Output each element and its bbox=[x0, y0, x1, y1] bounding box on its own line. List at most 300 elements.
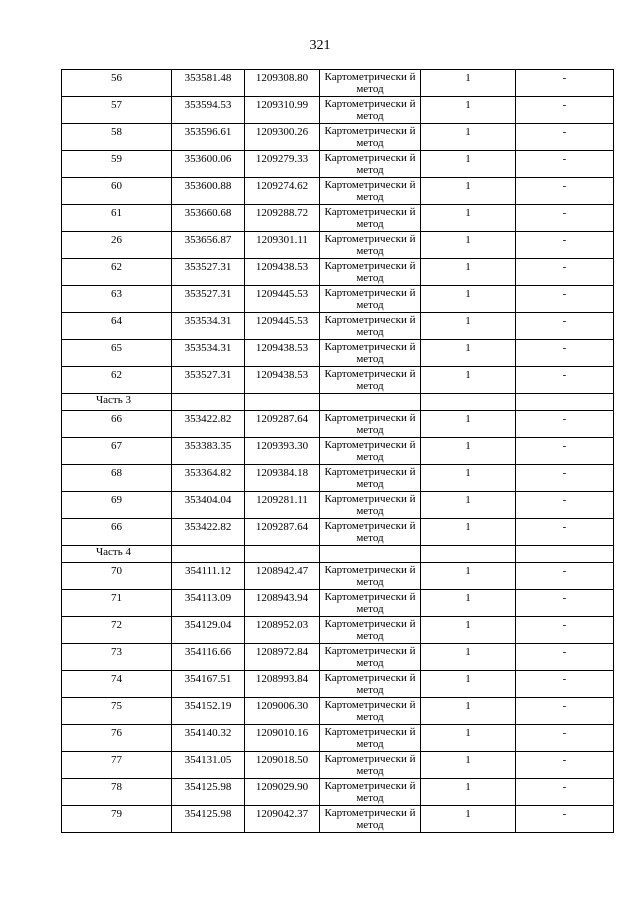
y-coordinate-cell-text: 1209006.30 bbox=[255, 700, 309, 712]
method-cell-text: Картометрически й метод bbox=[324, 368, 416, 392]
point-number-cell-text: 60 bbox=[111, 180, 122, 192]
accuracy-cell bbox=[421, 70, 516, 97]
y-coordinate-cell-text: 1209384.18 bbox=[255, 467, 309, 479]
x-coordinate-cell-text: 353534.31 bbox=[184, 315, 232, 327]
y-coordinate-cell bbox=[245, 752, 320, 779]
x-coordinate-cell-text: 354125.98 bbox=[184, 781, 232, 793]
method-cell-text: Картометрически й метод bbox=[324, 125, 416, 149]
x-coordinate-cell-text: 353594.53 bbox=[184, 99, 232, 111]
accuracy-cell-text: 1 bbox=[465, 592, 471, 604]
accuracy-cell bbox=[421, 438, 516, 465]
x-coordinate-cell bbox=[172, 313, 245, 340]
description-cell bbox=[516, 340, 614, 367]
accuracy-cell-text: 1 bbox=[465, 440, 471, 452]
table-row bbox=[62, 806, 614, 833]
method-cell bbox=[320, 617, 421, 644]
point-number-cell bbox=[62, 779, 172, 806]
description-cell-text: - bbox=[562, 808, 567, 820]
accuracy-cell-text: 1 bbox=[465, 342, 471, 354]
x-coordinate-cell bbox=[172, 752, 245, 779]
description-cell bbox=[516, 124, 614, 151]
y-coordinate-cell-text: 1209274.62 bbox=[255, 180, 309, 192]
x-coordinate-cell bbox=[172, 698, 245, 725]
method-cell bbox=[320, 340, 421, 367]
y-coordinate-cell bbox=[245, 205, 320, 232]
table-row bbox=[62, 725, 614, 752]
x-coordinate-cell-text: 353527.31 bbox=[184, 369, 232, 381]
x-coordinate-cell bbox=[172, 205, 245, 232]
description-cell-text: - bbox=[562, 754, 567, 766]
method-cell bbox=[320, 259, 421, 286]
y-coordinate-cell bbox=[245, 806, 320, 833]
description-cell-text: - bbox=[562, 592, 567, 604]
y-coordinate-cell-text: 1209301.11 bbox=[256, 234, 308, 246]
method-cell-text: Картометрически й метод bbox=[324, 699, 416, 723]
description-cell-text: - bbox=[562, 207, 567, 219]
y-coordinate-cell-text: 1209029.90 bbox=[255, 781, 309, 793]
description-cell-text: - bbox=[562, 565, 567, 577]
y-coordinate-cell-text: 1209287.64 bbox=[255, 413, 309, 425]
y-coordinate-cell-text: 1209010.16 bbox=[255, 727, 309, 739]
page-number: 321 bbox=[309, 38, 331, 53]
x-coordinate-cell bbox=[172, 779, 245, 806]
y-coordinate-cell bbox=[245, 438, 320, 465]
method-cell bbox=[320, 698, 421, 725]
table-row bbox=[62, 286, 614, 313]
y-coordinate-cell-text: 1208942.47 bbox=[255, 565, 309, 577]
x-coordinate-cell bbox=[172, 70, 245, 97]
point-number-cell bbox=[62, 563, 172, 590]
x-coordinate-cell-text: 353660.68 bbox=[184, 207, 232, 219]
x-coordinate-cell-text: 353656.87 bbox=[184, 234, 232, 246]
method-cell-text: Картометрически й метод bbox=[324, 564, 416, 588]
table-row bbox=[62, 465, 614, 492]
method-cell bbox=[320, 563, 421, 590]
method-cell-text: Картометрически й метод bbox=[324, 152, 416, 176]
method-cell-text: Картометрически й метод bbox=[324, 726, 416, 750]
accuracy-cell-text: 1 bbox=[465, 126, 471, 138]
accuracy-cell bbox=[421, 465, 516, 492]
y-coordinate-cell-text: 1209279.33 bbox=[255, 153, 309, 165]
x-coordinate-cell-text: 354113.09 bbox=[184, 592, 232, 604]
x-coordinate-cell bbox=[172, 232, 245, 259]
x-coordinate-cell bbox=[172, 97, 245, 124]
accuracy-cell bbox=[421, 590, 516, 617]
method-cell bbox=[320, 438, 421, 465]
method-cell bbox=[320, 411, 421, 438]
table-row bbox=[62, 438, 614, 465]
method-cell-text: Картометрически й метод bbox=[324, 753, 416, 777]
coordinates-table-body bbox=[62, 70, 614, 833]
description-cell bbox=[516, 698, 614, 725]
table-row bbox=[62, 519, 614, 546]
table-row bbox=[62, 178, 614, 205]
method-cell bbox=[320, 232, 421, 259]
y-coordinate-cell-text: 1209445.53 bbox=[255, 288, 309, 300]
method-cell bbox=[320, 806, 421, 833]
method-cell bbox=[320, 779, 421, 806]
point-number-cell-text: 66 bbox=[111, 413, 122, 425]
point-number-cell-text: 79 bbox=[111, 808, 122, 820]
y-coordinate-cell bbox=[245, 340, 320, 367]
x-coordinate-cell-text: 354116.66 bbox=[184, 646, 232, 658]
point-number-cell bbox=[62, 698, 172, 725]
point-number-cell-text: 70 bbox=[111, 565, 122, 577]
x-coordinate-cell bbox=[172, 465, 245, 492]
x-coordinate-cell bbox=[172, 367, 245, 394]
point-number-cell-text: 68 bbox=[111, 467, 122, 479]
method-cell bbox=[320, 465, 421, 492]
x-coordinate-cell-text: 354111.12 bbox=[185, 565, 231, 577]
point-number-cell-text: 56 bbox=[111, 72, 122, 84]
point-number-cell-text: 75 bbox=[111, 700, 122, 712]
method-cell bbox=[320, 286, 421, 313]
y-coordinate-cell-text: 1209300.26 bbox=[255, 126, 309, 138]
description-cell-text: - bbox=[562, 440, 567, 452]
empty-cell bbox=[245, 394, 320, 411]
description-cell bbox=[516, 725, 614, 752]
table-row bbox=[62, 232, 614, 259]
table-row bbox=[62, 779, 614, 806]
description-cell bbox=[516, 779, 614, 806]
description-cell-text: - bbox=[562, 234, 567, 246]
point-number-cell-text: 59 bbox=[111, 153, 122, 165]
description-cell bbox=[516, 70, 614, 97]
x-coordinate-cell bbox=[172, 259, 245, 286]
method-cell-text: Картометрически й метод bbox=[324, 672, 416, 696]
description-cell bbox=[516, 259, 614, 286]
x-coordinate-cell-text: 354125.98 bbox=[184, 808, 232, 820]
description-cell bbox=[516, 752, 614, 779]
method-cell-text: Картометрически й метод bbox=[324, 591, 416, 615]
x-coordinate-cell bbox=[172, 563, 245, 590]
accuracy-cell-text: 1 bbox=[465, 99, 471, 111]
method-cell bbox=[320, 752, 421, 779]
point-number-cell bbox=[62, 725, 172, 752]
y-coordinate-cell-text: 1209310.99 bbox=[255, 99, 309, 111]
x-coordinate-cell-text: 354140.32 bbox=[184, 727, 232, 739]
x-coordinate-cell bbox=[172, 178, 245, 205]
description-cell bbox=[516, 286, 614, 313]
accuracy-cell bbox=[421, 340, 516, 367]
x-coordinate-cell-text: 354152.19 bbox=[184, 700, 232, 712]
part-label: Часть 3 bbox=[62, 394, 172, 411]
table-row bbox=[62, 671, 614, 698]
x-coordinate-cell bbox=[172, 671, 245, 698]
point-number-cell-text: 58 bbox=[111, 126, 122, 138]
x-coordinate-cell bbox=[172, 340, 245, 367]
y-coordinate-cell bbox=[245, 286, 320, 313]
description-cell-text: - bbox=[562, 413, 567, 425]
description-cell-text: - bbox=[562, 521, 567, 533]
table-row bbox=[62, 97, 614, 124]
accuracy-cell-text: 1 bbox=[465, 180, 471, 192]
point-number-cell-text: 65 bbox=[111, 342, 122, 354]
description-cell-text: - bbox=[562, 153, 567, 165]
accuracy-cell-text: 1 bbox=[465, 261, 471, 273]
point-number-cell bbox=[62, 232, 172, 259]
x-coordinate-cell-text: 353422.82 bbox=[184, 521, 232, 533]
point-number-cell-text: 64 bbox=[111, 315, 122, 327]
accuracy-cell-text: 1 bbox=[465, 153, 471, 165]
accuracy-cell-text: 1 bbox=[465, 72, 471, 84]
point-number-cell bbox=[62, 644, 172, 671]
y-coordinate-cell-text: 1208952.03 bbox=[255, 619, 309, 631]
description-cell bbox=[516, 438, 614, 465]
x-coordinate-cell bbox=[172, 644, 245, 671]
point-number-cell-text: 78 bbox=[111, 781, 122, 793]
x-coordinate-cell-text: 353600.06 bbox=[184, 153, 232, 165]
method-cell-text: Картометрически й метод bbox=[324, 314, 416, 338]
point-number-cell bbox=[62, 367, 172, 394]
description-cell-text: - bbox=[562, 673, 567, 685]
method-cell bbox=[320, 313, 421, 340]
empty-cell bbox=[421, 546, 516, 563]
x-coordinate-cell-text: 354131.05 bbox=[184, 754, 232, 766]
table-row bbox=[62, 367, 614, 394]
x-coordinate-cell-text: 353600.88 bbox=[184, 180, 232, 192]
method-cell-text: Картометрически й метод bbox=[324, 645, 416, 669]
y-coordinate-cell bbox=[245, 232, 320, 259]
method-cell-text: Картометрически й метод bbox=[324, 287, 416, 311]
method-cell-text: Картометрически й метод bbox=[324, 520, 416, 544]
coordinates-table bbox=[61, 69, 614, 833]
accuracy-cell bbox=[421, 205, 516, 232]
x-coordinate-cell bbox=[172, 725, 245, 752]
point-number-cell-text: 62 bbox=[111, 261, 122, 273]
accuracy-cell-text: 1 bbox=[465, 234, 471, 246]
x-coordinate-cell bbox=[172, 438, 245, 465]
empty-cell bbox=[421, 394, 516, 411]
method-cell-text: Картометрически й метод bbox=[324, 439, 416, 463]
y-coordinate-cell bbox=[245, 725, 320, 752]
method-cell bbox=[320, 124, 421, 151]
method-cell-text: Картометрически й метод bbox=[324, 233, 416, 257]
accuracy-cell-text: 1 bbox=[465, 727, 471, 739]
x-coordinate-cell bbox=[172, 806, 245, 833]
accuracy-cell-text: 1 bbox=[465, 808, 471, 820]
part-label: Часть 4 bbox=[62, 546, 172, 563]
accuracy-cell-text: 1 bbox=[465, 754, 471, 766]
point-number-cell-text: 74 bbox=[111, 673, 122, 685]
y-coordinate-cell bbox=[245, 70, 320, 97]
description-cell bbox=[516, 313, 614, 340]
description-cell bbox=[516, 97, 614, 124]
x-coordinate-cell bbox=[172, 124, 245, 151]
x-coordinate-cell-text: 353383.35 bbox=[184, 440, 232, 452]
description-cell-text: - bbox=[562, 288, 567, 300]
y-coordinate-cell bbox=[245, 644, 320, 671]
method-cell-text: Картометрически й метод bbox=[324, 493, 416, 517]
point-number-cell bbox=[62, 97, 172, 124]
accuracy-cell-text: 1 bbox=[465, 494, 471, 506]
y-coordinate-cell bbox=[245, 492, 320, 519]
empty-cell bbox=[245, 546, 320, 563]
accuracy-cell-text: 1 bbox=[465, 467, 471, 479]
description-cell bbox=[516, 232, 614, 259]
method-cell-text: Картометрически й метод bbox=[324, 618, 416, 642]
accuracy-cell-text: 1 bbox=[465, 207, 471, 219]
x-coordinate-cell-text: 353596.61 bbox=[184, 126, 232, 138]
point-number-cell bbox=[62, 671, 172, 698]
point-number-cell bbox=[62, 411, 172, 438]
accuracy-cell-text: 1 bbox=[465, 781, 471, 793]
y-coordinate-cell-text: 1209281.11 bbox=[256, 494, 308, 506]
accuracy-cell bbox=[421, 151, 516, 178]
point-number-cell-text: 69 bbox=[111, 494, 122, 506]
method-cell bbox=[320, 492, 421, 519]
table-row bbox=[62, 698, 614, 725]
table-row bbox=[62, 644, 614, 671]
point-number-cell bbox=[62, 151, 172, 178]
y-coordinate-cell-text: 1208972.84 bbox=[255, 646, 309, 658]
y-coordinate-cell bbox=[245, 124, 320, 151]
y-coordinate-cell-text: 1208993.84 bbox=[255, 673, 309, 685]
point-number-cell bbox=[62, 438, 172, 465]
point-number-cell bbox=[62, 590, 172, 617]
empty-cell bbox=[516, 394, 614, 411]
x-coordinate-cell-text: 353364.82 bbox=[184, 467, 232, 479]
empty-cell bbox=[320, 546, 421, 563]
point-number-cell-text: 66 bbox=[111, 521, 122, 533]
point-number-cell-text: 71 bbox=[111, 592, 122, 604]
method-cell bbox=[320, 97, 421, 124]
description-cell-text: - bbox=[562, 619, 567, 631]
y-coordinate-cell bbox=[245, 698, 320, 725]
point-number-cell bbox=[62, 752, 172, 779]
y-coordinate-cell bbox=[245, 97, 320, 124]
accuracy-cell bbox=[421, 698, 516, 725]
description-cell bbox=[516, 617, 614, 644]
accuracy-cell bbox=[421, 617, 516, 644]
table-row bbox=[62, 411, 614, 438]
x-coordinate-cell-text: 354129.04 bbox=[184, 619, 232, 631]
accuracy-cell bbox=[421, 519, 516, 546]
y-coordinate-cell-text: 1209445.53 bbox=[255, 315, 309, 327]
table-row bbox=[62, 492, 614, 519]
accuracy-cell bbox=[421, 752, 516, 779]
point-number-cell-text: 72 bbox=[111, 619, 122, 631]
point-number-cell bbox=[62, 286, 172, 313]
description-cell-text: - bbox=[562, 180, 567, 192]
method-cell-text: Картометрически й метод bbox=[324, 341, 416, 365]
method-cell-text: Картометрически й метод bbox=[324, 179, 416, 203]
description-cell bbox=[516, 806, 614, 833]
x-coordinate-cell-text: 353422.82 bbox=[184, 413, 232, 425]
x-coordinate-cell bbox=[172, 151, 245, 178]
description-cell bbox=[516, 178, 614, 205]
y-coordinate-cell-text: 1209288.72 bbox=[255, 207, 309, 219]
point-number-cell-text: 62 bbox=[111, 369, 122, 381]
accuracy-cell-text: 1 bbox=[465, 369, 471, 381]
accuracy-cell bbox=[421, 313, 516, 340]
description-cell-text: - bbox=[562, 261, 567, 273]
description-cell bbox=[516, 590, 614, 617]
empty-cell bbox=[172, 394, 245, 411]
x-coordinate-cell-text: 353527.31 bbox=[184, 288, 232, 300]
y-coordinate-cell bbox=[245, 671, 320, 698]
x-coordinate-cell-text: 354167.51 bbox=[184, 673, 232, 685]
y-coordinate-cell bbox=[245, 779, 320, 806]
y-coordinate-cell-text: 1209042.37 bbox=[255, 808, 309, 820]
point-number-cell bbox=[62, 492, 172, 519]
y-coordinate-cell bbox=[245, 151, 320, 178]
description-cell bbox=[516, 465, 614, 492]
description-cell-text: - bbox=[562, 646, 567, 658]
description-cell bbox=[516, 151, 614, 178]
description-cell bbox=[516, 492, 614, 519]
y-coordinate-cell bbox=[245, 519, 320, 546]
y-coordinate-cell bbox=[245, 617, 320, 644]
method-cell-text: Картометрически й метод bbox=[324, 412, 416, 436]
accuracy-cell bbox=[421, 644, 516, 671]
x-coordinate-cell bbox=[172, 590, 245, 617]
method-cell bbox=[320, 205, 421, 232]
table-row bbox=[62, 313, 614, 340]
method-cell-text: Картометрически й метод bbox=[324, 807, 416, 831]
method-cell bbox=[320, 178, 421, 205]
method-cell bbox=[320, 519, 421, 546]
part-header-row bbox=[62, 394, 614, 411]
point-number-cell-text: 61 bbox=[111, 207, 122, 219]
point-number-cell-text: 77 bbox=[111, 754, 122, 766]
accuracy-cell-text: 1 bbox=[465, 673, 471, 685]
method-cell bbox=[320, 70, 421, 97]
table-row bbox=[62, 340, 614, 367]
accuracy-cell bbox=[421, 725, 516, 752]
method-cell bbox=[320, 725, 421, 752]
method-cell-text: Картометрически й метод bbox=[324, 71, 416, 95]
point-number-cell bbox=[62, 178, 172, 205]
point-number-cell bbox=[62, 465, 172, 492]
accuracy-cell bbox=[421, 411, 516, 438]
description-cell-text: - bbox=[562, 126, 567, 138]
accuracy-cell bbox=[421, 367, 516, 394]
point-number-cell bbox=[62, 70, 172, 97]
x-coordinate-cell bbox=[172, 286, 245, 313]
part-header-row bbox=[62, 546, 614, 563]
point-number-cell-text: 67 bbox=[111, 440, 122, 452]
y-coordinate-cell-text: 1209287.64 bbox=[255, 521, 309, 533]
y-coordinate-cell-text: 1208943.94 bbox=[255, 592, 309, 604]
x-coordinate-cell-text: 353581.48 bbox=[184, 72, 232, 84]
y-coordinate-cell-text: 1209308.80 bbox=[255, 72, 309, 84]
description-cell-text: - bbox=[562, 315, 567, 327]
accuracy-cell-text: 1 bbox=[465, 619, 471, 631]
description-cell-text: - bbox=[562, 781, 567, 793]
accuracy-cell bbox=[421, 563, 516, 590]
x-coordinate-cell-text: 353534.31 bbox=[184, 342, 232, 354]
point-number-cell bbox=[62, 259, 172, 286]
description-cell-text: - bbox=[562, 700, 567, 712]
x-coordinate-cell-text: 353527.31 bbox=[184, 261, 232, 273]
y-coordinate-cell-text: 1209393.30 bbox=[255, 440, 309, 452]
method-cell bbox=[320, 151, 421, 178]
y-coordinate-cell bbox=[245, 563, 320, 590]
method-cell-text: Картометрически й метод bbox=[324, 466, 416, 490]
method-cell bbox=[320, 644, 421, 671]
empty-cell bbox=[320, 394, 421, 411]
point-number-cell-text: 73 bbox=[111, 646, 122, 658]
description-cell bbox=[516, 367, 614, 394]
method-cell-text: Картометрически й метод bbox=[324, 98, 416, 122]
description-cell-text: - bbox=[562, 467, 567, 479]
table-row bbox=[62, 151, 614, 178]
y-coordinate-cell bbox=[245, 411, 320, 438]
method-cell-text: Картометрически й метод bbox=[324, 206, 416, 230]
table-row bbox=[62, 124, 614, 151]
table-row bbox=[62, 590, 614, 617]
